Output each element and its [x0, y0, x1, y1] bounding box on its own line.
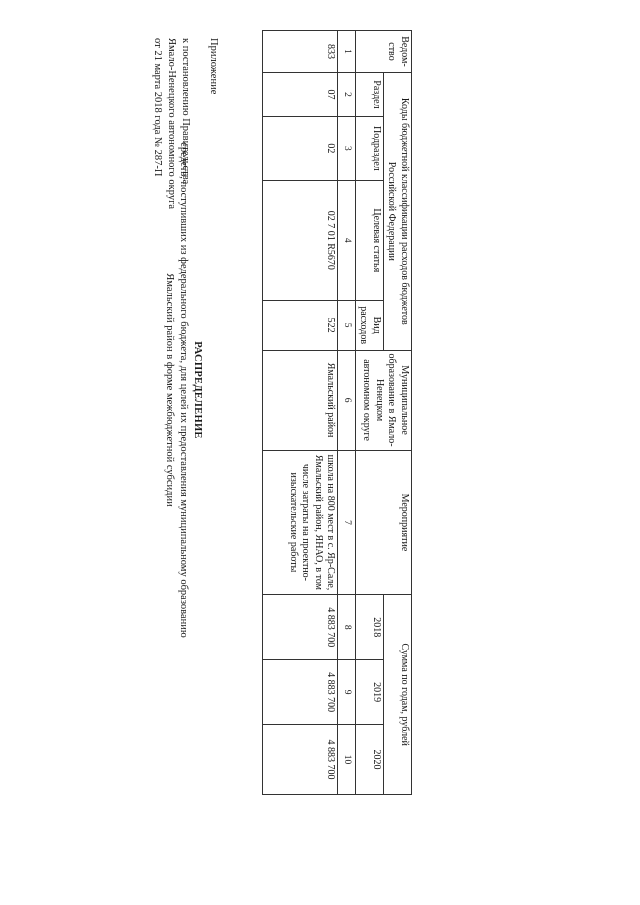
column-number: 4: [338, 180, 356, 300]
appendix-line-2: Ямало-Ненецкого автономного округа: [166, 38, 177, 210]
appendix-line-3: от 21 марта 2018 года № 287-П: [152, 38, 163, 177]
column-number: 6: [338, 350, 356, 450]
document-subtitle-line-1: средств, поступивших из федерального бюджета, для целей их предоставления муниципальному образованию: [178, 142, 189, 638]
table-row: [263, 31, 338, 795]
appendix-line-1: к постановлению Правительства: [180, 38, 191, 185]
cell-tselevaya: 02 7 01 R5670: [263, 180, 338, 300]
cell-sum-2018: 4 883 700: [263, 595, 338, 660]
column-number: 5: [338, 300, 356, 350]
column-number: 1: [338, 31, 356, 73]
header-razdel: Раздел: [356, 72, 384, 116]
header-budget-codes: Коды бюджетной классификации расходов бюджетов Российской Федерации: [384, 72, 412, 350]
header-vedomstvo: Ведом-ство: [356, 31, 412, 73]
header-sum-by-years: Сумма по годам, рублей: [384, 595, 412, 795]
column-number: 9: [338, 660, 356, 725]
cell-event: школа на 800 мест в с. Яр-Сале, Ямальский район, ЯНАО, в том числе затраты на проектно-изыскательские работы: [263, 450, 338, 595]
column-number: 10: [338, 725, 356, 795]
document-subtitle-line-2: Ямальский район в форме межбюджетной субсидии: [164, 273, 175, 507]
cell-razdel: 07: [263, 72, 338, 116]
cell-municipality: Ямальский район: [263, 350, 338, 450]
document-title: РАСПРЕДЕЛЕНИЕ: [192, 341, 203, 439]
column-number: 2: [338, 72, 356, 116]
column-number: 3: [338, 116, 356, 180]
column-number: 7: [338, 450, 356, 595]
cell-sum-2020: 4 883 700: [263, 725, 338, 795]
header-tselevaya: Целевая статья: [356, 180, 384, 300]
header-podrazdel: Подраздел: [356, 116, 384, 180]
header-municipality: Муниципальное образование в Ямало-Ненецком автономном округе: [356, 350, 412, 450]
cell-vedomstvo: 833: [263, 31, 338, 73]
header-year-2020: 2020: [356, 725, 384, 795]
header-event: Мероприятие: [356, 450, 412, 595]
cell-sum-2019: 4 883 700: [263, 660, 338, 725]
header-year-2019: 2019: [356, 660, 384, 725]
header-row-1: [384, 31, 412, 795]
column-number-row: [338, 31, 356, 795]
column-number: 8: [338, 595, 356, 660]
document-title-block: [162, 40, 204, 740]
distribution-table: [263, 30, 413, 795]
appendix-heading: Приложение: [208, 38, 219, 95]
cell-vid: 522: [263, 300, 338, 350]
header-year-2018: 2018: [356, 595, 384, 660]
cell-podrazdel: 02: [263, 116, 338, 180]
header-vid: Вид расходов: [356, 300, 384, 350]
